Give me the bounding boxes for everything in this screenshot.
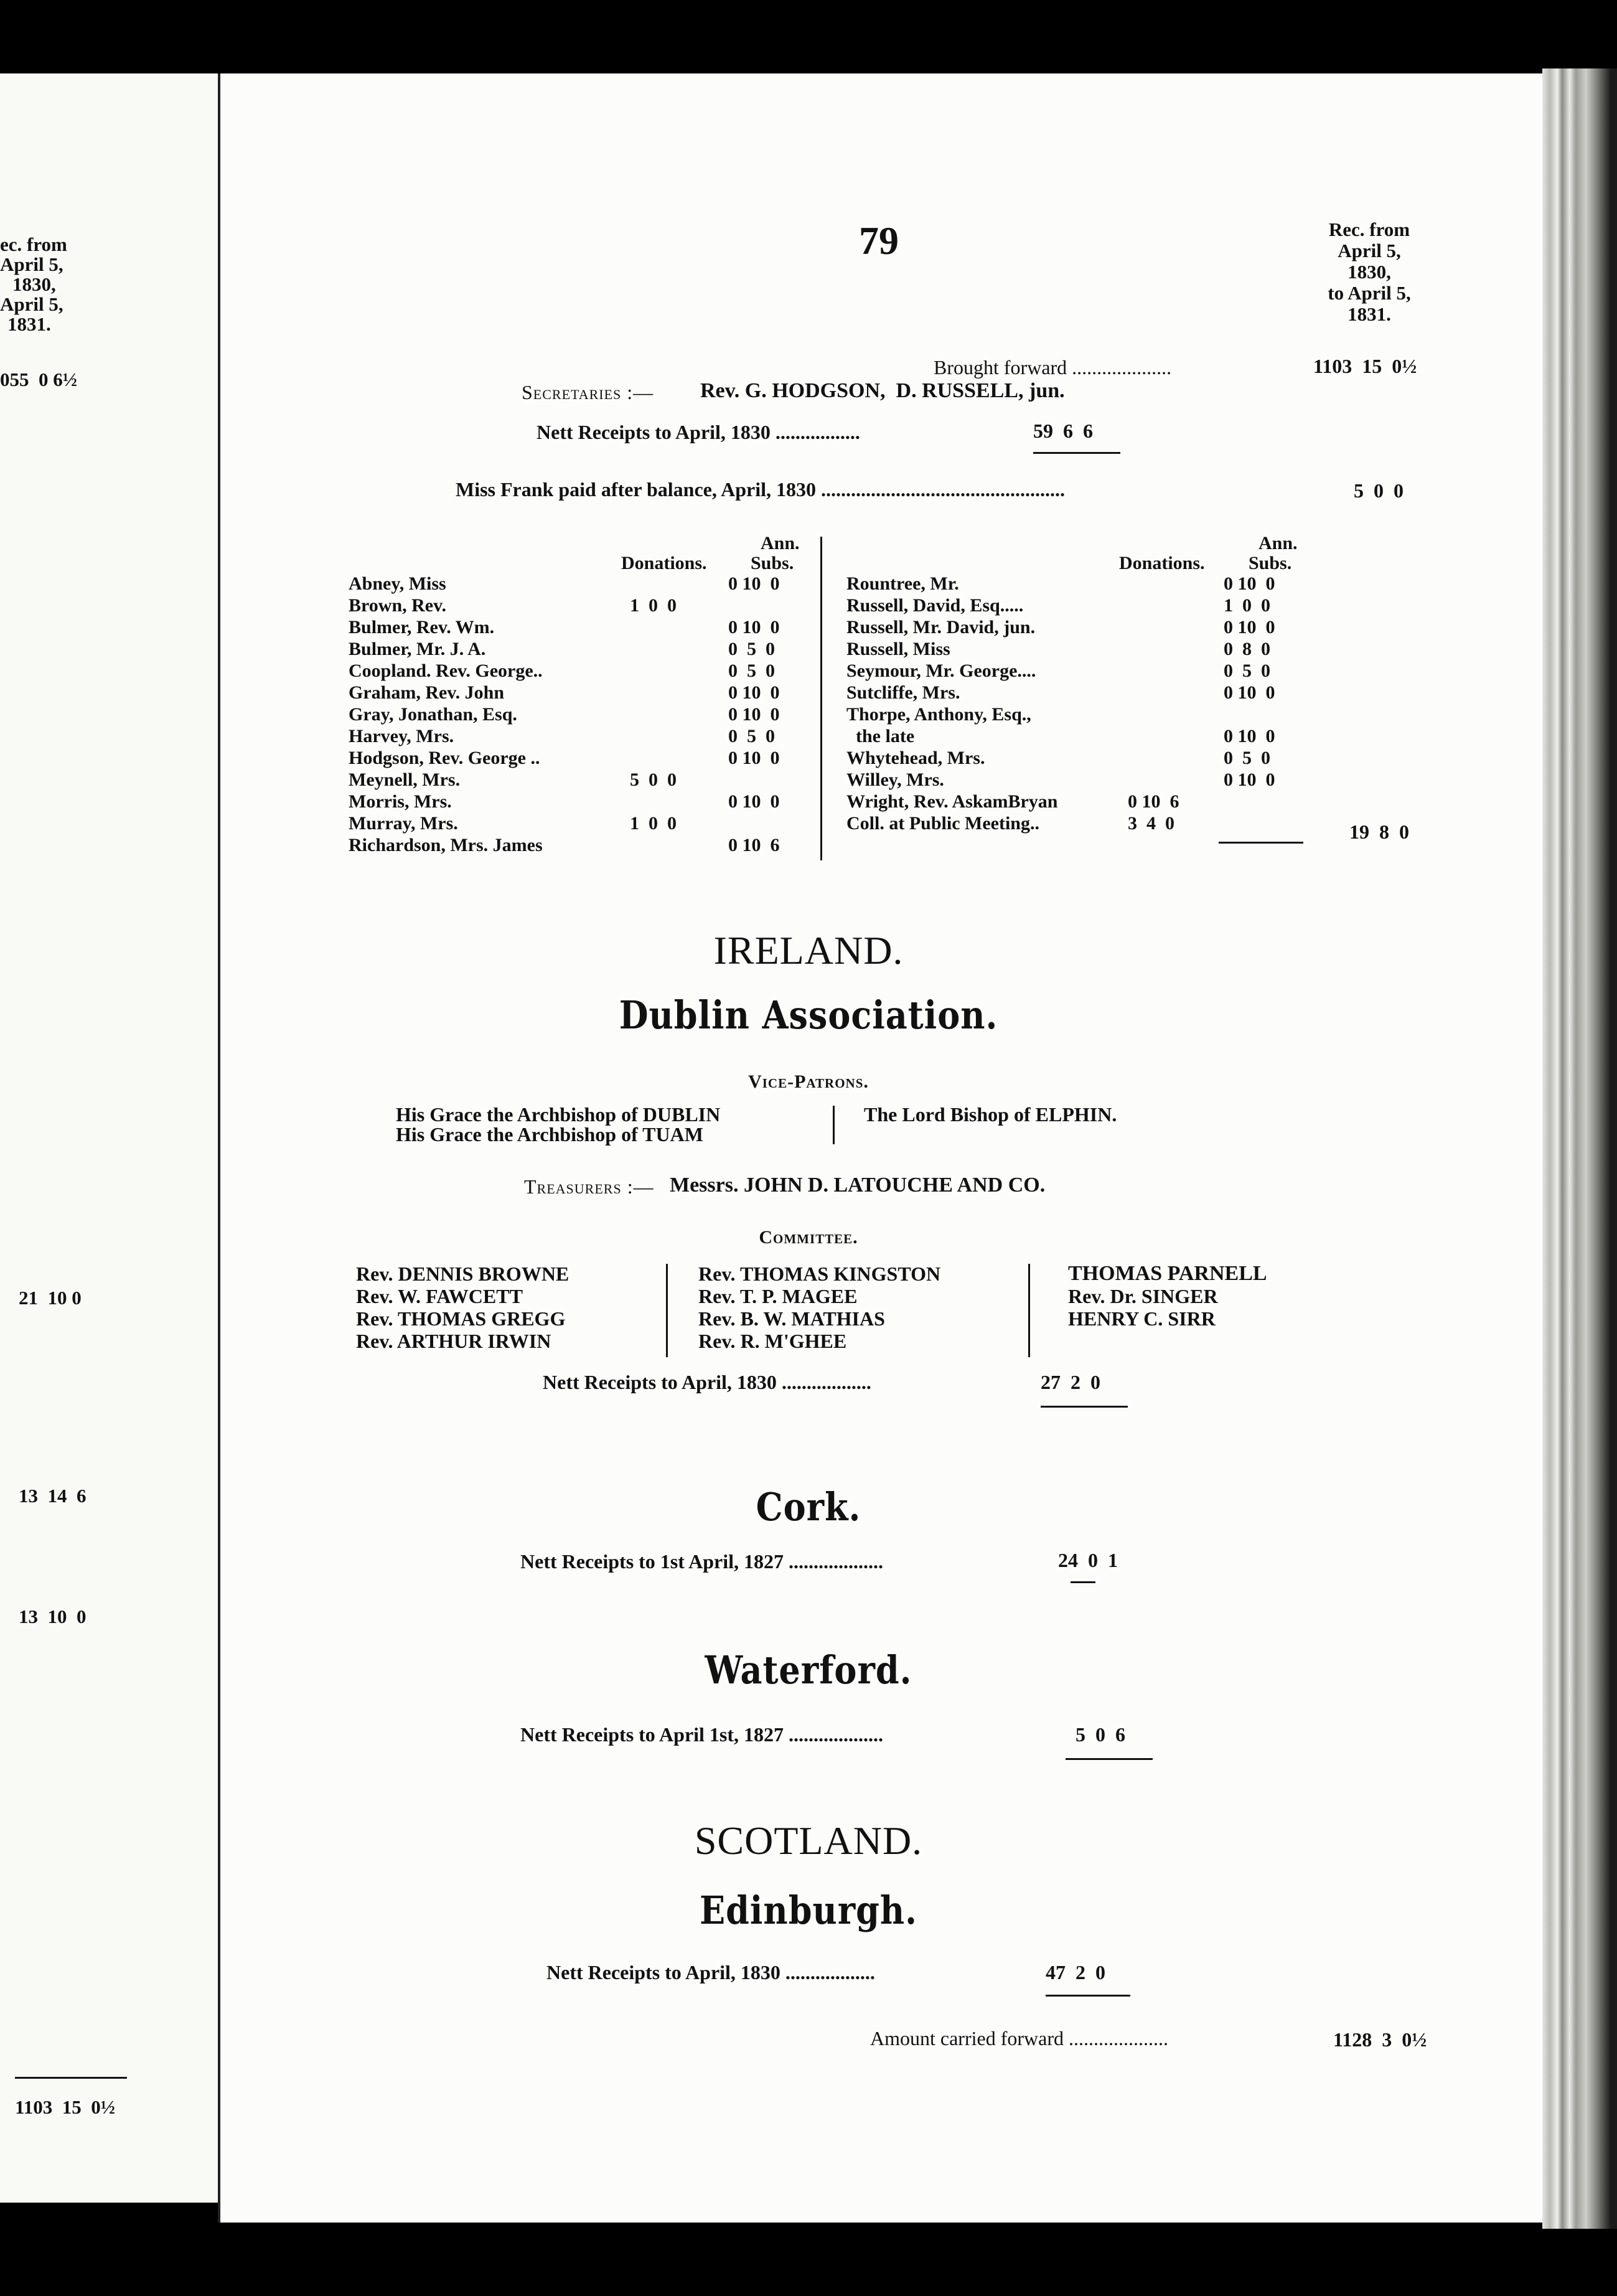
subscription-amount: 0 5 0	[1224, 748, 1270, 768]
subscription-amount: 0 10 6	[728, 835, 780, 855]
miss-frank-label: Miss Frank paid after balance, April, 1830 .................................................	[456, 478, 1065, 501]
left-value: 21 10 0	[19, 1287, 82, 1309]
nett-receipts-label: Nett Receipts to April, 1830 ..................	[546, 1961, 875, 1983]
donation-amount: 1 0 0	[630, 595, 677, 616]
miss-frank-value: 5 0 0	[1354, 479, 1404, 502]
subscriber-name: Sutcliffe, Mrs.	[846, 682, 960, 703]
vice-patron: His Grace the Archbishop of DUBLIN	[396, 1103, 721, 1126]
donation-amount: 1 0 0	[630, 813, 677, 834]
scotland-heading: SCOTLAND.	[694, 1818, 923, 1863]
subscriber-name: Richardson, Mrs. James	[349, 835, 543, 855]
subscriber-name: Rountree, Mr.	[846, 573, 959, 594]
nett-receipts-label: Nett Receipts to 1st April, 1827 ...................	[520, 1550, 884, 1573]
committee-member: THOMAS PARNELL	[1068, 1262, 1267, 1285]
subscription-amount: 0 10 0	[728, 682, 780, 703]
committee-member: Rev. DENNIS BROWNE	[356, 1263, 569, 1285]
donation-amount: 5 0 0	[630, 769, 677, 790]
subscription-amount: 0 10 0	[728, 617, 780, 638]
vice-patron: His Grace the Archbishop of TUAM	[396, 1123, 703, 1146]
left-header-line: April 5,	[0, 293, 63, 315]
subscription-amount: 0 10 0	[1224, 573, 1275, 594]
rule	[1041, 1406, 1128, 1408]
nett-receipts-value: 5 0 6	[1076, 1723, 1125, 1746]
subscription-amount: 0 5 0	[728, 726, 775, 746]
subscription-amount: 0 10 0	[728, 748, 780, 768]
subscriber-name: Thorpe, Anthony, Esq.,	[846, 704, 1031, 725]
committee-member: Rev. THOMAS KINGSTON	[698, 1263, 941, 1285]
donation-amount: 0 10 6	[1128, 791, 1179, 812]
edinburgh-heading: Edinburgh.	[700, 1887, 917, 1933]
subscriber-name: Russell, Miss	[846, 639, 950, 659]
rule	[1046, 1995, 1130, 1997]
subscription-amount: 1 0 0	[1224, 595, 1270, 616]
subscriber-name: Abney, Miss	[349, 573, 446, 594]
subscription-amount: 0 10 0	[1224, 682, 1275, 703]
left-header-line: 1831.	[7, 313, 51, 335]
committee-member: Rev. R. M'GHEE	[698, 1330, 847, 1352]
subscriber-name: Coll. at Public Meeting..	[846, 813, 1039, 834]
subscriber-name: Meynell, Mrs.	[349, 769, 461, 790]
brought-forward-value: 1103 15 0½	[1313, 355, 1417, 377]
committee-member: Rev. T. P. MAGEE	[698, 1285, 858, 1307]
subscription-amount: 0 10 0	[1224, 617, 1275, 638]
rule	[1033, 452, 1120, 454]
left-header-line: 1830,	[12, 273, 56, 295]
subscriber-name: Coopland. Rev. George..	[349, 661, 543, 681]
committee-member: Rev. THOMAS GREGG	[356, 1307, 566, 1330]
committee-member: Rev. B. W. MATHIAS	[698, 1307, 885, 1330]
secretaries-label: Secretaries :—	[522, 381, 654, 403]
subscription-amount: 0 5 0	[728, 639, 775, 659]
carried-forward-label: Amount carried forward ....................	[870, 2027, 1168, 2049]
waterford-heading: Waterford.	[705, 1647, 912, 1693]
committee-member: Rev. W. FAWCETT	[356, 1285, 523, 1307]
subscription-amount: 0 10 0	[1224, 726, 1275, 746]
nett-receipts-value: 24 0 1	[1058, 1549, 1118, 1571]
page-number: 79	[859, 219, 899, 263]
col-header-donations: Donations.	[621, 553, 707, 573]
subscription-amount: 0 5 0	[728, 661, 775, 681]
vice-patron: The Lord Bishop of ELPHIN.	[864, 1103, 1117, 1126]
nett-receipts-value: 59 6 6	[1033, 420, 1093, 442]
left-carried-value: 1103 15 0½	[15, 2096, 116, 2118]
subscriber-name: Bulmer, Rev. Wm.	[349, 617, 495, 638]
column-divider	[820, 537, 822, 860]
subscription-amount: 0 10 0	[1224, 769, 1275, 790]
cork-heading: Cork.	[756, 1484, 861, 1530]
subscriber-name: Bulmer, Mr. J. A.	[349, 639, 486, 659]
subscriber-name: Seymour, Mr. George....	[846, 661, 1036, 681]
subscriber-name: Willey, Mrs.	[846, 769, 944, 790]
subscriber-name: Gray, Jonathan, Esq.	[349, 704, 517, 725]
carried-forward-value: 1128 3 0½	[1333, 2028, 1427, 2051]
left-value: 055 0 6½	[0, 369, 77, 390]
subscription-amount: 0 5 0	[1224, 661, 1270, 681]
rule	[1219, 842, 1303, 844]
rule	[1071, 1581, 1095, 1583]
nett-receipts-label: Nett Receipts to April, 1830 .................	[537, 421, 860, 443]
facing-page-fragment	[0, 73, 238, 2203]
nett-receipts-label: Nett Receipts to April 1st, 1827 ...................	[520, 1723, 884, 1746]
subscriber-name: Brown, Rev.	[349, 595, 446, 616]
subscriber-name: Morris, Mrs.	[349, 791, 452, 812]
nett-receipts-value: 47 2 0	[1046, 1961, 1105, 1983]
subscription-amount: 0 10 0	[728, 791, 780, 812]
left-value: 13 14 6	[19, 1485, 87, 1507]
column-divider	[1028, 1264, 1030, 1357]
subscriber-name: Murray, Mrs.	[349, 813, 458, 834]
committee-member: HENRY C. SIRR	[1068, 1307, 1216, 1330]
col-header-donations: Donations.	[1119, 553, 1205, 573]
subscription-amount: 0 8 0	[1224, 639, 1270, 659]
treasurers-label: Treasurers :—	[524, 1175, 654, 1198]
dublin-heading: Dublin Association.	[619, 992, 998, 1038]
col-header-subs: Subs.	[751, 553, 794, 573]
committee-member: Rev. ARTHUR IRWIN	[356, 1330, 551, 1352]
vice-patrons-label: Vice-Patrons.	[748, 1071, 869, 1092]
subscriber-name: Wright, Rev. AskamBryan	[846, 791, 1058, 812]
subscriber-name: Hodgson, Rev. George ..	[349, 748, 540, 768]
left-header-line: April 5,	[0, 253, 63, 275]
subscriber-name: Russell, David, Esq.....	[846, 595, 1024, 616]
col-header-subs: Subs.	[1249, 553, 1292, 573]
subscriptions-total: 19 8 0	[1349, 821, 1409, 843]
ireland-heading: IRELAND.	[713, 928, 904, 972]
subscriber-name: Graham, Rev. John	[349, 682, 505, 703]
column-divider	[666, 1264, 668, 1357]
committee-member: Rev. Dr. SINGER	[1068, 1285, 1218, 1307]
subscriber-name: the late	[846, 726, 915, 746]
nett-receipts-label: Nett Receipts to April, 1830 ..................	[543, 1371, 871, 1393]
nett-receipts-value: 27 2 0	[1041, 1371, 1100, 1393]
subscription-amount: 0 10 0	[728, 704, 780, 725]
subscriber-name: Russell, Mr. David, jun.	[846, 617, 1036, 638]
col-header-ann: Ann.	[1258, 533, 1298, 553]
col-header-ann: Ann.	[761, 533, 800, 553]
treasurers-names: Messrs. JOHN D. LATOUCHE AND CO.	[670, 1174, 1046, 1197]
rule	[15, 2077, 127, 2079]
subscriber-name: Harvey, Mrs.	[349, 726, 454, 746]
brought-forward-label: Brought forward ....................	[934, 356, 1172, 379]
subscriber-name: Whytehead, Mrs.	[846, 748, 985, 768]
secretaries-names: Rev. G. HODGSON, D. RUSSELL, jun.	[700, 379, 1065, 402]
left-header-line: ec. from	[0, 233, 67, 255]
rule	[1066, 1758, 1153, 1760]
subscription-amount: 0 10 0	[728, 573, 780, 594]
donation-amount: 3 4 0	[1128, 813, 1174, 834]
column-divider	[833, 1106, 835, 1144]
committee-label: Committee.	[759, 1227, 858, 1248]
left-value: 13 10 0	[19, 1606, 87, 1627]
